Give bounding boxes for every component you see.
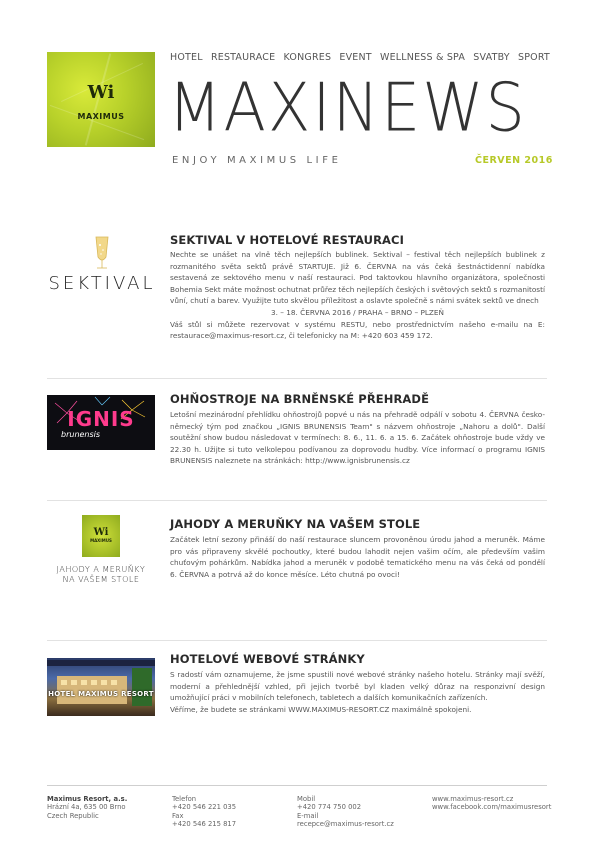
jahody-thumb-text: JAHODY A MERUŇKY NA VAŠEM STOLE bbox=[56, 565, 146, 584]
jahody-thumbnail bbox=[47, 515, 155, 607]
footer-address-line2: Czech Republic bbox=[47, 811, 99, 820]
article-title-fireworks: OHŇOSTROJE NA BRNĚNSKÉ PŘEHRADĚ bbox=[170, 392, 430, 406]
footer-email-label: E-mail bbox=[297, 811, 319, 820]
footer-website-link[interactable]: www.maximus-resort.cz bbox=[432, 795, 514, 803]
article-date-line: 3. – 18. ČERVNA 2016 / PRAHA – BRNO – PLZEŇ bbox=[270, 307, 444, 317]
sektival-logo-text: SEKTIVAL bbox=[48, 273, 156, 294]
article-title-sektival: SEKTIVAL V HOTELOVÉ RESTAURACI bbox=[170, 233, 404, 247]
top-navigation bbox=[170, 52, 550, 63]
footer-phone-fax bbox=[172, 795, 236, 829]
article-text: S radostí vám oznamujeme, že jsme spustili nové webové stránky našeho hotelu. Stránky mají svěží, moderní a přehlednější vzhled, při jejich tvorbě byl kladen velký důraz na responzivní design umožňující práci v mobilních telefonech, tabletech a dalších komunikačních zařízeních. bbox=[170, 670, 545, 703]
footer-company: Maximus Resort, a.s. bbox=[47, 795, 128, 803]
footer-email[interactable]: recepce@maximus-resort.cz bbox=[297, 820, 394, 829]
nav-hotel[interactable]: HOTEL bbox=[170, 52, 203, 63]
hotel-website-thumbnail bbox=[47, 658, 155, 716]
hotel-building-icon bbox=[47, 658, 155, 716]
nav-wellness-spa[interactable]: WELLNESS & SPA bbox=[380, 52, 466, 63]
ignis-logo-text: IGNIS bbox=[67, 407, 135, 431]
footer-web-links bbox=[432, 795, 551, 812]
article-body-sektival bbox=[170, 249, 545, 342]
footer-mobile-email bbox=[297, 795, 394, 829]
ignis-logo-subtext: brunensis bbox=[61, 430, 101, 439]
maximus-logo bbox=[47, 52, 155, 147]
small-logo-box bbox=[82, 515, 120, 557]
footer-divider bbox=[47, 785, 547, 786]
footer-mobile-label: Mobil bbox=[297, 795, 316, 803]
article-text: Nechte se unášet na vlně těch nejlepších bublinek. Sektival – festival těch nejlepších bublinek z rozmanitého světa sektů právě STARTUJE. Již 6. ČERVNA na vás čeká šestnáctidenní nabídka sestavená ze sektového menu v naší restauraci. Pod taktovkou hlavního organizátora, společnosti Bohemia Sekt máte možnost ochutnat průřez těch nejlepších českých i světových sektů s rozmanitostí vůní, chutí a barev. Využijte tuto skvělou příležitost a oslavte společně s námi svátek sektů ve dnech bbox=[170, 250, 545, 306]
article-body-website bbox=[170, 669, 545, 715]
footer-address bbox=[47, 795, 127, 820]
footer-phone[interactable]: +420 546 221 035 bbox=[172, 803, 237, 812]
ignis-thumbnail bbox=[47, 395, 155, 450]
footer-facebook-link[interactable]: www.facebook.com/maximusresort bbox=[432, 803, 552, 812]
divider bbox=[47, 500, 547, 501]
footer-address-line1: Hrázní 4a, 635 00 Brno bbox=[47, 803, 126, 812]
issue-date: ČERVEN 2016 bbox=[475, 155, 553, 166]
article-title-website: HOTELOVÉ WEBOVÉ STRÁNKY bbox=[170, 652, 365, 666]
nav-event[interactable]: EVENT bbox=[339, 52, 372, 63]
footer-mobile[interactable]: +420 774 750 002 bbox=[297, 803, 362, 812]
tagline: ENJOY MAXIMUS LIFE bbox=[172, 155, 342, 166]
article-text-reservation: Váš stůl si můžete rezervovat v systému RESTU, nebo prostřednictvím našeho e-mailu na E: restaurace@maximus-resort.cz, či telefonicky na M: +420 603 459 172. bbox=[170, 319, 545, 341]
divider bbox=[47, 640, 547, 641]
article-body-fireworks: Letošní mezinárodní přehlídku ohňostrojů popvé u nás na přehradě odpálí v sobotu 4. ČERVNA česko-německý tým pod značkou „IGNIS BRUNENSIS Team" s názvem ohňostroje „Nahoru a dolů". Další soutěžní show budou následovat v termínech: 8. 6., 11. 6. a 15. 6. Začátek ohňostroje bude vždy ve 22.30 h. Užijte si tuto velkolepou podívanou za doprovodu hudby. Více informací o programu IGNIS BRUNENSIS naleznete na stránkách: http://www.ignisbrunensis.cz bbox=[170, 410, 545, 466]
nav-svatby[interactable]: SVATBY bbox=[473, 52, 510, 63]
logo-mark-icon: Wi bbox=[93, 527, 109, 538]
logo-text: MAXIMUS bbox=[77, 112, 125, 121]
nav-sport[interactable]: SPORT bbox=[517, 52, 550, 63]
hotel-thumb-text: HOTEL MAXIMUS RESORT bbox=[48, 690, 154, 698]
article-body-strawberries: Začátek letní sezony přináší do naší restaurace sluncem provoněnou úrodu jahod a meruněk. Máme pro vás připraveny skvělé pochoutky, které budou lahodit nejen vašim očím, ale především vašim chuťovým pohárkům. Nabídka jahod a meruněk v podobě tematického menu na vás čeká od pondělí 6. ČERVNA a potrvá až do konce měsíce. Léto chutná po ovoci! bbox=[170, 535, 545, 579]
nav-restaurace[interactable]: RESTAURACE bbox=[210, 52, 276, 63]
logo-mark-icon: Wi bbox=[87, 82, 115, 103]
footer-fax-label: Fax bbox=[172, 811, 184, 820]
article-text-closing: Věříme, že budete se stránkami WWW.MAXIMUS-RESORT.CZ maximálně spokojeni. bbox=[170, 704, 472, 714]
small-logo-text: MAXIMUS bbox=[90, 538, 112, 543]
divider bbox=[47, 378, 547, 379]
footer-phone-label: Telefon bbox=[172, 795, 197, 803]
nav-kongres[interactable]: KONGRES bbox=[283, 52, 332, 63]
article-title-strawberries: JAHODY A MERUŇKY NA VAŠEM STOLE bbox=[170, 517, 421, 531]
masthead-title: MAXINEWS bbox=[168, 67, 527, 147]
footer-fax: +420 546 215 817 bbox=[172, 820, 237, 829]
sektival-thumbnail bbox=[47, 235, 157, 295]
